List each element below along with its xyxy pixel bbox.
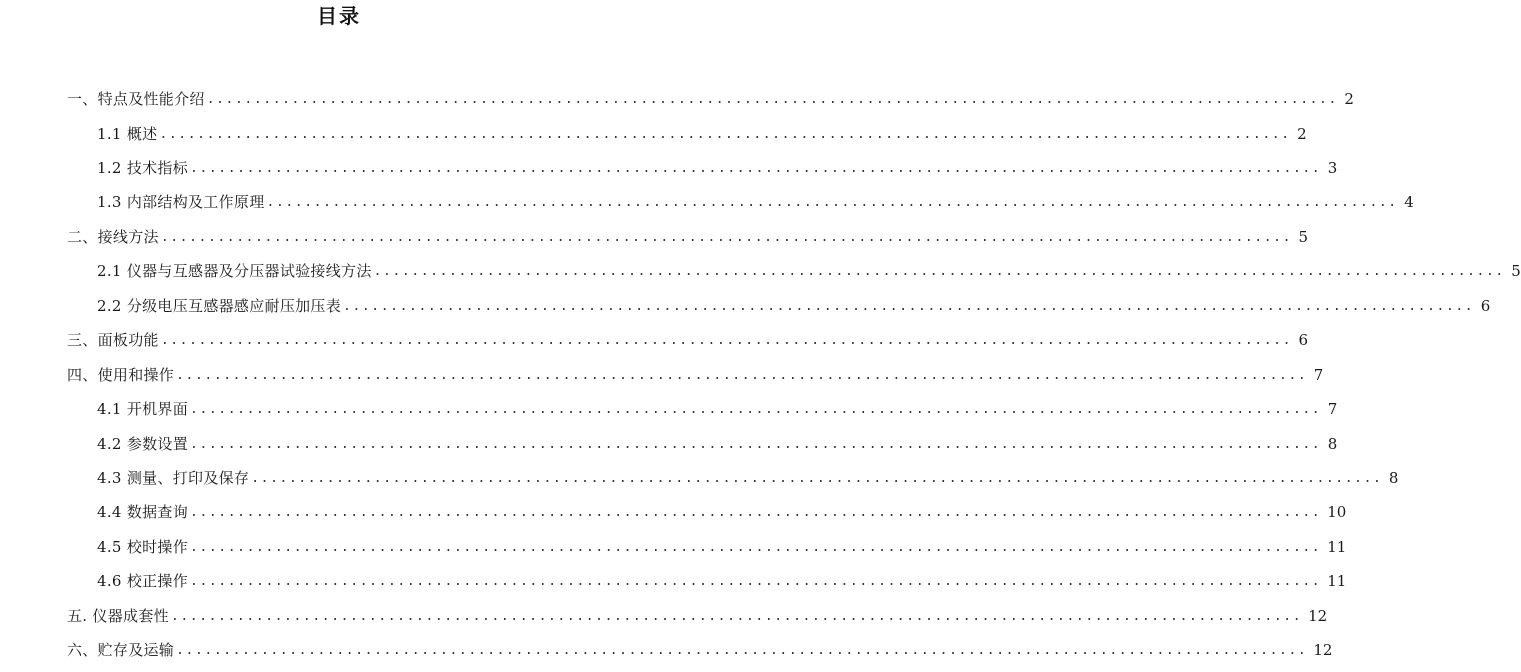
toc-page-number: 7 bbox=[1313, 366, 1324, 384]
toc-leader-dots: ........................................................................................................................ bbox=[206, 92, 1338, 107]
toc-entry[interactable] bbox=[97, 427, 1338, 461]
toc-entry[interactable] bbox=[67, 220, 1309, 254]
toc-entry-label: 1.2 技术指标 bbox=[97, 159, 189, 177]
toc-page-number: 6 bbox=[1480, 297, 1491, 315]
toc-page-number: 4 bbox=[1404, 193, 1414, 211]
toc-entry[interactable] bbox=[97, 254, 1521, 288]
toc-page-number: 5 bbox=[1298, 228, 1309, 246]
toc-leader-dots: ........................................................................................................................ bbox=[170, 609, 1303, 624]
toc-entry[interactable] bbox=[97, 185, 1414, 219]
toc-leader-dots: ........................................................................................................................ bbox=[190, 574, 1322, 589]
toc-page-number: 6 bbox=[1298, 331, 1309, 349]
toc-leader-dots: ........................................................................................................................ bbox=[160, 333, 1293, 348]
toc-page-number: 2 bbox=[1344, 90, 1354, 108]
toc-entry-label: 1.3 内部结构及工作原理 bbox=[97, 193, 265, 211]
toc-entry-label: 2.2 分级电压互感器感应耐压加压表 bbox=[97, 297, 342, 315]
toc-leader-dots: ........................................................................................................................ bbox=[176, 368, 1308, 383]
toc-entry-label: 2.1 仪器与互感器及分压器试验接线方法 bbox=[97, 262, 372, 280]
toc-page-number: 11 bbox=[1327, 538, 1347, 556]
toc-leader-dots: ........................................................................................................................ bbox=[190, 505, 1322, 520]
toc-page-number: 8 bbox=[1327, 435, 1338, 453]
toc-leader-dots: ........................................................................................................................ bbox=[190, 437, 1322, 452]
toc-page-number: 2 bbox=[1297, 125, 1307, 143]
toc-entry-label: 4.2 参数设置 bbox=[97, 435, 189, 453]
toc-entry-label: 三、面板功能 bbox=[67, 331, 159, 349]
toc-entry[interactable] bbox=[97, 117, 1307, 151]
toc-leader-dots: ........................................................................................................................ bbox=[373, 264, 1505, 279]
toc-entry[interactable] bbox=[67, 82, 1354, 116]
toc-leader-dots: ........................................................................................................................ bbox=[251, 471, 1383, 486]
toc-leader-dots: ........................................................................................................................ bbox=[190, 161, 1322, 176]
toc-entry[interactable] bbox=[97, 151, 1338, 185]
toc-entry-label: 4.6 校正操作 bbox=[97, 572, 189, 590]
toc-leader-dots: ........................................................................................................................ bbox=[159, 127, 1291, 142]
toc-page-number: 11 bbox=[1327, 572, 1347, 590]
toc-page-number: 5 bbox=[1511, 262, 1521, 280]
toc-entry[interactable] bbox=[67, 633, 1333, 667]
toc-entry-label: 二、接线方法 bbox=[67, 228, 159, 246]
toc-entry-label: 4.5 校时操作 bbox=[97, 538, 189, 556]
toc-entry-label: 4.1 开机界面 bbox=[97, 400, 189, 418]
toc-entry-label: 一、特点及性能介绍 bbox=[67, 90, 205, 108]
toc-entry[interactable] bbox=[97, 530, 1347, 564]
toc-entry-label: 1.1 概述 bbox=[97, 125, 158, 143]
toc-leader-dots: ........................................................................................................................ bbox=[160, 230, 1293, 245]
toc-leader-dots: ........................................................................................................................ bbox=[266, 195, 1398, 210]
toc-entry-label: 五. 仪器成套性 bbox=[67, 607, 169, 625]
toc-entry[interactable] bbox=[67, 358, 1324, 392]
toc-page-number: 3 bbox=[1327, 159, 1338, 177]
toc-entry[interactable] bbox=[97, 495, 1347, 529]
toc-entry[interactable] bbox=[97, 564, 1347, 598]
toc-entry[interactable] bbox=[67, 323, 1309, 357]
toc-entry[interactable] bbox=[97, 461, 1399, 495]
toc-entry[interactable] bbox=[67, 599, 1328, 633]
toc-entry-label: 四、使用和操作 bbox=[67, 366, 175, 384]
toc-entry-label: 六、贮存及运输 bbox=[67, 641, 175, 659]
toc-page-number: 8 bbox=[1388, 469, 1399, 487]
toc-page-number: 12 bbox=[1308, 607, 1328, 625]
toc-entry-label: 4.3 测量、打印及保存 bbox=[97, 469, 250, 487]
toc-leader-dots: ........................................................................................................................ bbox=[190, 540, 1322, 555]
toc-page-number: 10 bbox=[1327, 503, 1347, 521]
toc-leader-dots: ........................................................................................................................ bbox=[176, 643, 1308, 658]
toc-leader-dots: ........................................................................................................................ bbox=[190, 402, 1322, 417]
toc-leader-dots: ........................................................................................................................ bbox=[343, 299, 1475, 314]
toc-entry[interactable] bbox=[97, 289, 1491, 323]
page-title: 目录 bbox=[317, 4, 361, 28]
toc-page-number: 12 bbox=[1313, 641, 1333, 659]
toc-entry[interactable] bbox=[97, 392, 1338, 426]
toc-entry-label: 4.4 数据查询 bbox=[97, 503, 189, 521]
toc-page-number: 7 bbox=[1327, 400, 1338, 418]
